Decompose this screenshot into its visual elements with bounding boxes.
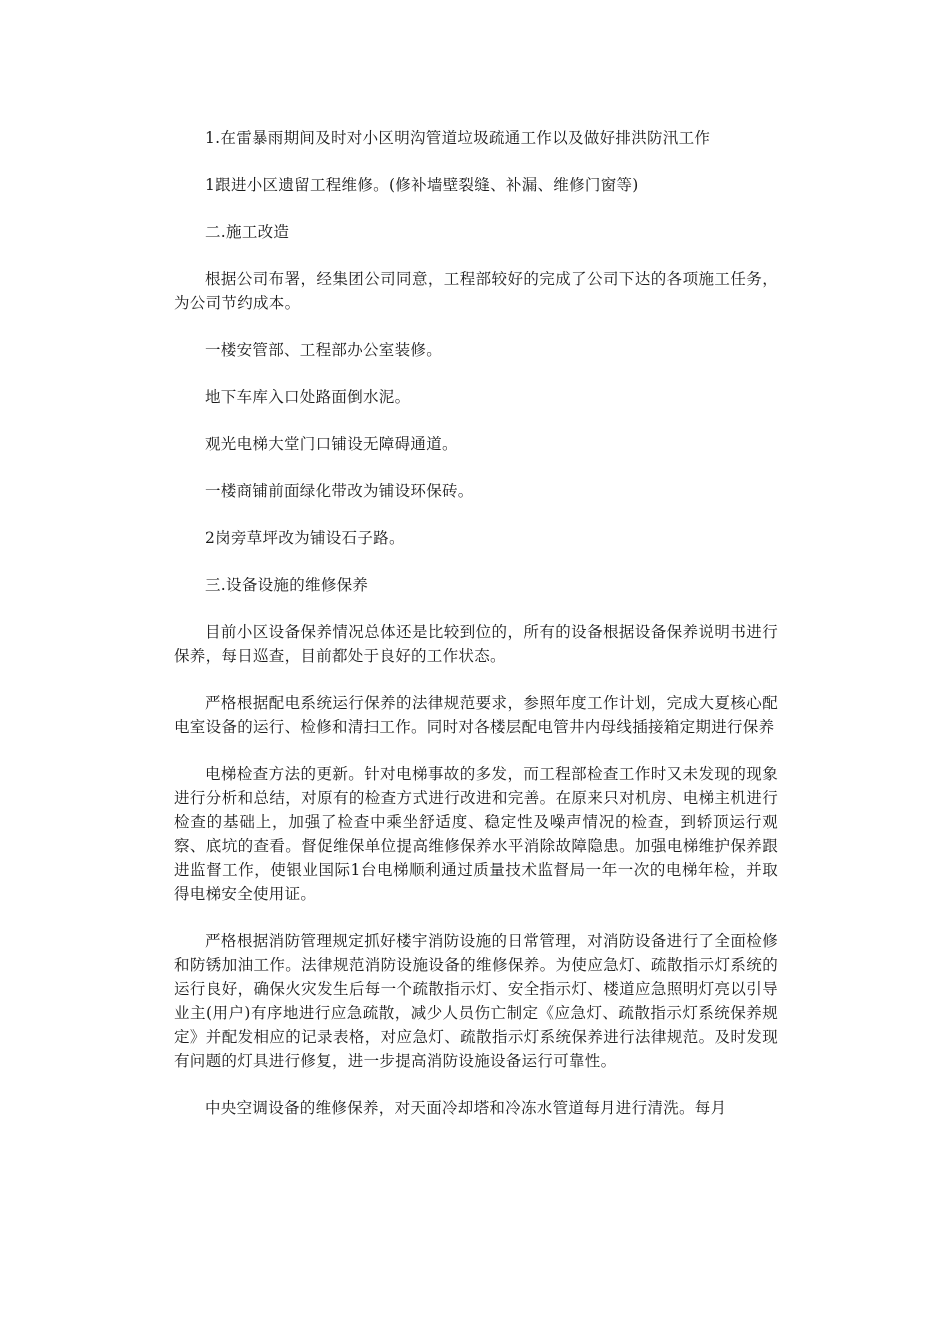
paragraph-air-conditioning: 中央空调设备的维修保养，对天面冷却塔和冷冻水管道每月进行清洗。每月 [205,1099,727,1117]
paragraph-flood-control: 1.在雷暴雨期间及时对小区明沟管道垃圾疏通工作以及做好排洪防汛工作 [205,129,711,147]
paragraph-power-distribution: 严格根据配电系统运行保养的法律规范要求，参照年度工作计划，完成大夏核心配电室设备的运行、检修和清扫工作。同时对各楼层配电管井内母线插接箱定期进行保养 [174,694,778,736]
paragraph-gravel-path: 2岗旁草坪改为铺设石子路。 [205,529,405,547]
paragraph-office-renovation: 一楼安管部、工程部办公室装修。 [205,341,443,359]
paragraph-fire-safety: 严格根据消防管理规定抓好楼宇消防设施的日常管理，对消防设备进行了全面检修和防锈加油工作。法律规范消防设施设备的维修保养。为使应急灯、疏散指示灯系统的运行良好，确保火灾发生后每一个疏散指示灯、安全指示灯、楼道应急照明灯亮以引导业主(用户)有序地进行应急疏散，减少人员伤亡制定《应急灯、疏散指示灯系统保养规定》并配发相应的记录表格，对应急灯、疏散指示灯系统保养进行法律规范。及时发现有问题的灯具进行修复，进一步提高消防设施设备运行可靠性。 [174,932,778,1070]
paragraph-elevator-inspection: 电梯检查方法的更新。针对电梯事故的多发，而工程部检查工作时又未发现的现象进行分析和总结，对原有的检查方式进行改进和完善。在原来只对机房、电梯主机进行检查的基础上，加强了检查中乘坐舒适度、稳定性及噪声情况的检查，到轿顶运行观察、底坑的查看。督促维保单位提高维修保养水平消除故障隐患。加强电梯维护保养跟进监督工作，使银业国际1台电梯顺利通过质量技术监督局一年一次的电梯年检，并取得电梯安全使用证。 [174,765,778,903]
paragraph-eco-bricks: 一楼商铺前面绿化带改为铺设环保砖。 [205,482,474,500]
section-heading-maintenance: 三.设备设施的维修保养 [205,576,369,594]
paragraph-equipment-status: 目前小区设备保养情况总体还是比较到位的，所有的设备根据设备保养说明书进行保养，每日巡查，目前都处于良好的工作状态。 [174,623,778,665]
section-heading-construction: 二.施工改造 [205,223,290,241]
paragraph-garage-entrance: 地下车库入口处路面倒水泥。 [205,388,411,406]
document-body [174,126,778,1143]
paragraph-legacy-repair: 1跟进小区遗留工程维修。(修补墙壁裂缝、补漏、维修门窗等) [205,176,639,194]
paragraph-barrier-free-passage: 观光电梯大堂门口铺设无障碍通道。 [205,435,458,453]
paragraph-construction-summary: 根据公司布署，经集团公司同意，工程部较好的完成了公司下达的各项施工任务，为公司节约成本。 [174,270,778,312]
